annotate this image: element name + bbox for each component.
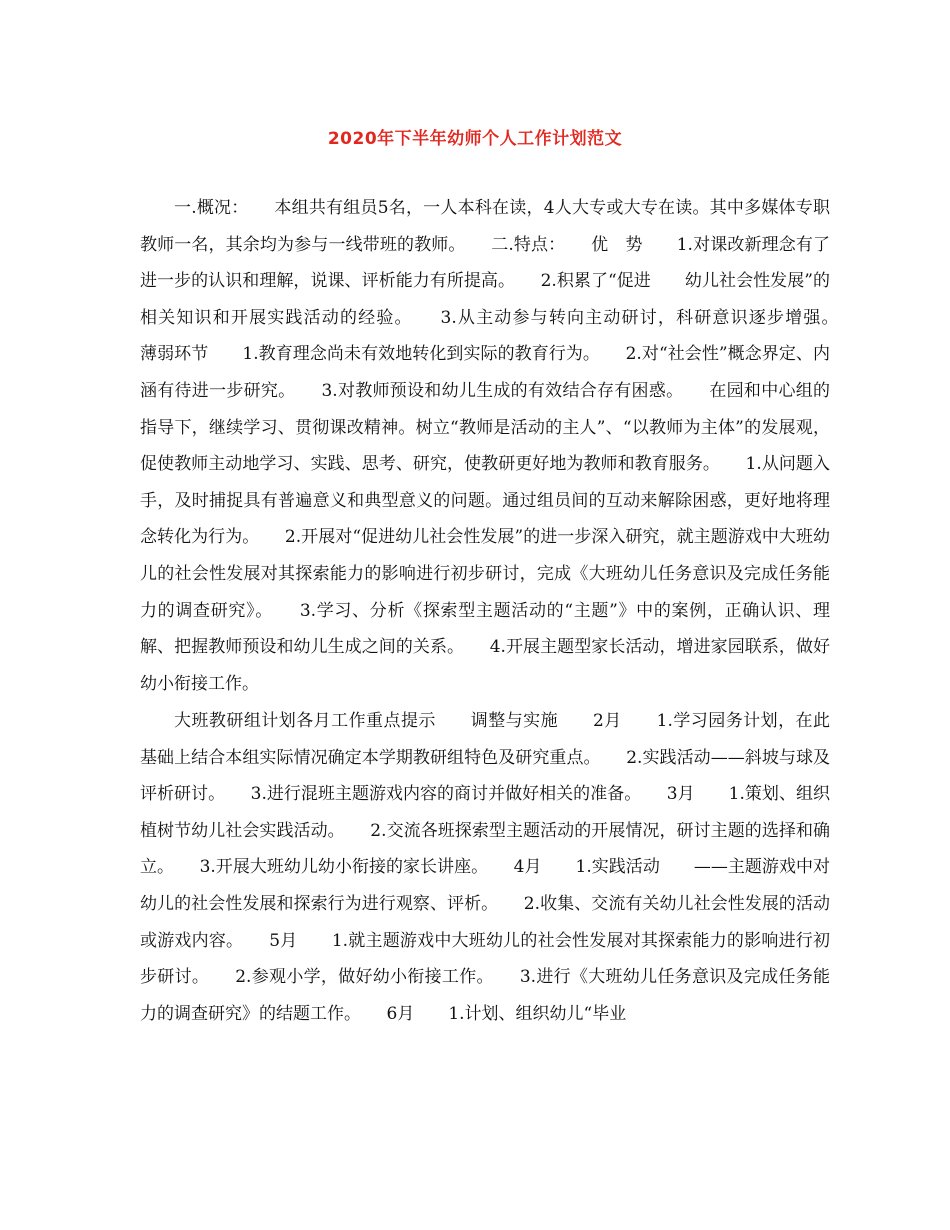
paragraph-monthly-schedule: 大班教研组计划各月工作重点提示 调整与实施 2月 1.学习园务计划，在此基础上结合本组实际情况确定本学期教研组特色及研究重点。 2.实践活动——斜坡与球及评析研讨。 3.进行混班主题游戏内容的商讨并做好相关的准备。 3月 1.策划、组织植树节幼儿社会实践活动。 2.交流各班探索型主题活动的开展情况，研讨主题的选择和确立。 3.开展大班幼儿幼小衔接的家长讲座。 4月 1.实践活动 ——主题游戏中对幼儿的社会性发展和探索行为进行观察、评析。 2.收集、交流有关幼儿社会性发展的活动或游戏内容。 5月 1.就主题游戏中大班幼儿的社会性发展对其探索能力的影响进行初步研讨。 2.参观小学，做好幼小衔接工作。 3.进行《大班幼儿任务意识及完成任务能力的调查研究》的结题工作。 6月 1.计划、组织幼儿“毕业 [140,711,830,1024]
paragraph-overview-plan: 一.概况： 本组共有组员5名，一人本科在读，4人大专或大专在读。其中多媒体专职教师一名，其余均为参与一线带班的教师。 二.特点： 优 势 1.对课改新理念有了进一步的认识和理解，说课、评析能力有所提高。 2.积累了“促进 幼儿社会性发展”的相关知识和开展实践活动的经验。 3.从主动参与转向主动研讨，科研意识逐步增强。 薄弱环节 1.教育理念尚未有效地转化到实际的教育行为。 2.对“社会性”概念界定、内涵有待进一步研究。 3.对教师预设和幼儿生成的有效结合存有困惑。 在园和中心组的指导下，继续学习、贯彻课改精神。树立“教师是活动的主人”、“以教师为主体”的发展观，促使教师主动地学习、实践、思考、研究，使教研更好地为教师和教育服务。 1.从问题入手，及时捕捉具有普遍意义和典型意义的问题。通过组员间的互动来解除困惑，更好地将理念转化为行为。 2.开展对“促进幼儿社会性发展”的进一步深入研究，就主题游戏中大班幼儿的社会性发展对其探索能力的影响进行初步研讨，完成《大班幼儿任务意识及完成任务能力的调查研究》。 3.学习、分析《探索型主题活动的“主题”》中的案例，正确认识、理解、把握教师预设和幼儿生成之间的关系。 4.开展主题型家长活动，增进家园联系，做好幼小衔接工作。 [140,198,864,694]
document-title: 2020年下半年幼师个人工作计划范文 [327,129,623,149]
